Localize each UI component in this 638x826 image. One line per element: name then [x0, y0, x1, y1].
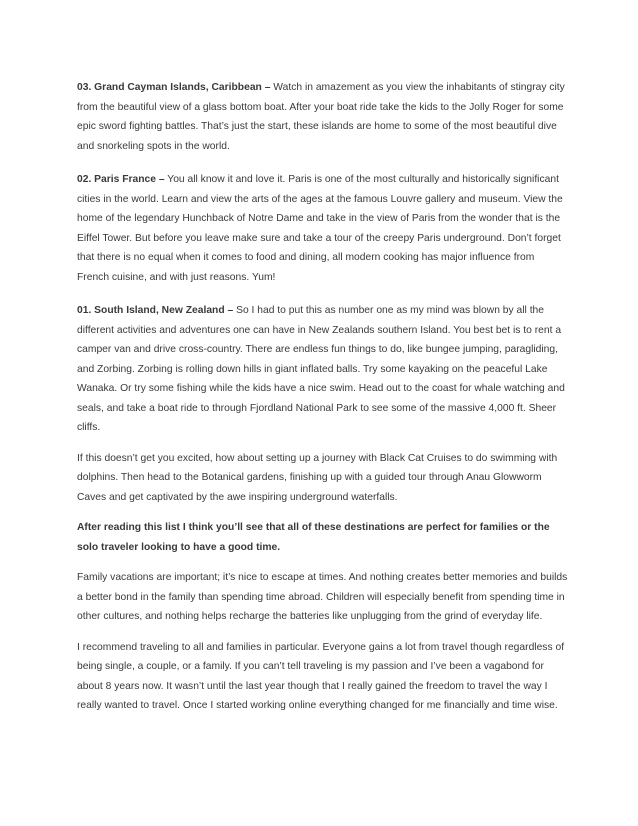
destination-paragraph-grand-cayman: [77, 78, 568, 156]
conclusion-paragraph: After reading this list I think you’ll see that all of these destinations are perfect for families or the solo traveler looking to have a good time.: [77, 522, 550, 553]
destination-heading: 02. Paris France –: [77, 174, 165, 185]
black-cat-paragraph: If this doesn’t get you excited, how about setting up a journey with Black Cat Cruises to do swimming with dolphins. Then head to the Botanical gardens, finishing up with a guided tour through Anau Glowworm Caves and get captivated by the awe inspiring underground waterfalls.: [77, 452, 558, 503]
destination-body: So I had to put this as number one as my mind was blown by all the different activities and adventures one can have in New Zealands southern Island. You best bet is to rent a camper van and drive cross-country. There are endless fun things to do, like bungee jumping, paragliding, and Zorbing. Zorbing is rolling down hills in giant inflated balls. Try some kayaking on the peaceful Lake Wanaka. Or try some fishing while the kids have a nice swim. Head out to the coast for whale watching and seals, and take a boat ride to through Fjordland National Park to see some of the massive 4,000 ft. Sheer cliffs.: [77, 305, 565, 433]
destination-paragraph-paris: [77, 170, 568, 287]
destination-heading: 03. Grand Cayman Islands, Caribbean –: [77, 82, 271, 93]
destination-body: Watch in amazement as you view the inhabitants of stingray city from the beautiful view of a glass bottom boat. After your boat ride take the kids to the Jolly Roger for some epic sword fighting battles. That’s just the start, these islands are home to some of the most beautiful dive and snorkeling spots in the world.: [77, 82, 565, 152]
destination-heading: 01. South Island, New Zealand –: [77, 305, 234, 316]
destination-body: You all know it and love it. Paris is one of the most culturally and historically significant cities in the world. Learn and view the arts of the ages at the famous Louvre gallery and museum. View the home of the legendary Hunchback of Notre Dame and take in the view of Paris from the wonder that is the Eiffel Tower. But before you leave make sure and take a tour of the creepy Paris underground. Don’t forget that there is no equal when it comes to food and dining, all modern cooking has major influence from French cuisine, and with just reasons. Yum!: [77, 174, 563, 283]
family-vacations-paragraph: Family vacations are important; it’s nice to escape at times. And nothing creates better memories and builds a better bond in the family than spending time abroad. Children will especially benefit from spending time in other cultures, and nothing helps recharge the batteries like unplugging from the grind of everyday life.: [77, 572, 568, 622]
recommendation-paragraph: I recommend traveling to all and families in particular. Everyone gains a lot from travel though regardless of being single, a couple, or a family. If you can’t tell traveling is my passion and I’ve been a vagabond for about 8 years now. It wasn’t until the last year though that I really gained the freedom to travel the way I really wanted to travel. Once I started working online everything changed for me financially and time wise.: [77, 641, 565, 711]
destination-paragraph-south-island: [77, 301, 568, 438]
